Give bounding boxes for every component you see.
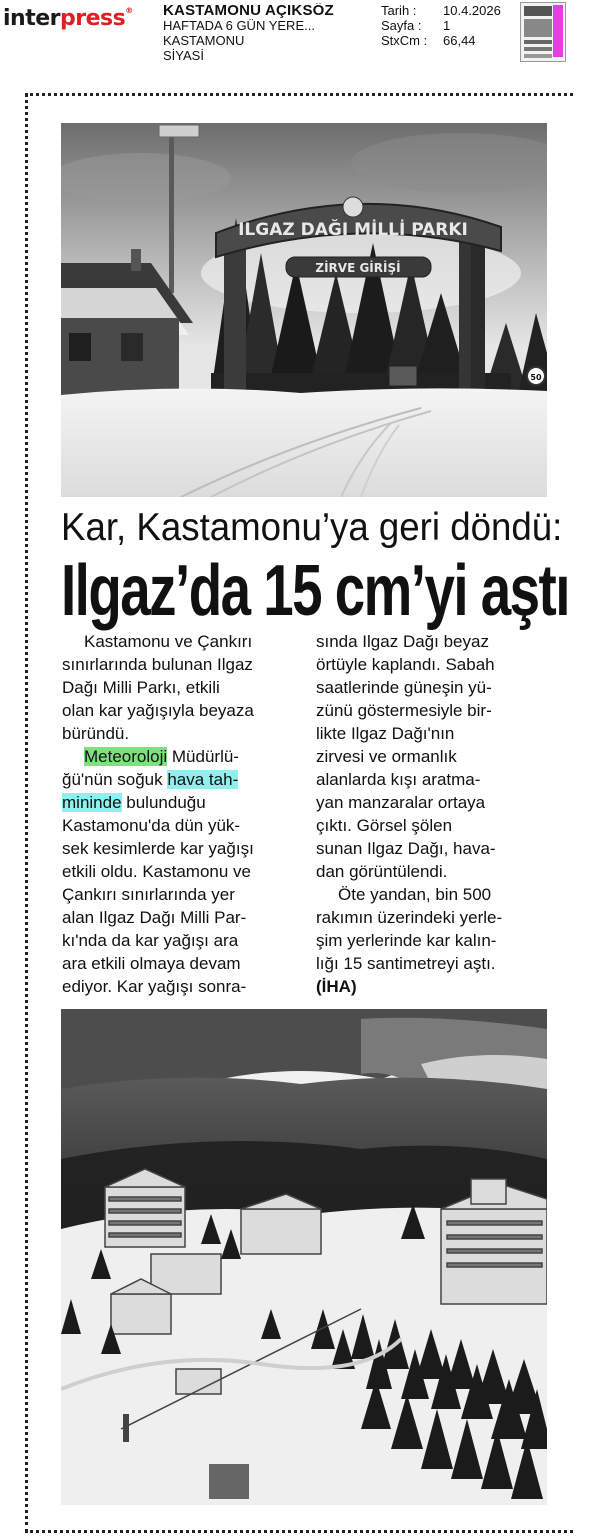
page-thumbnail-marker xyxy=(553,5,563,57)
article-text-line: büründü. xyxy=(62,724,130,743)
article-text-line: mininde bulunduğu xyxy=(62,793,206,812)
article-headline: Ilgaz’da 15 cm’yi aştı xyxy=(61,551,569,631)
article-text-line: ediyor. Kar yağışı sonra- xyxy=(62,977,247,996)
article-text-line: Çankırı sınırlarında yer xyxy=(62,885,235,904)
article-column-2 xyxy=(316,630,548,998)
speed-limit-sign-text: 50 xyxy=(530,373,542,382)
article-text-line: zirvesi ve ormanlık xyxy=(316,747,457,766)
stxcm-label: StxCm : xyxy=(381,33,428,48)
clipping-source-info xyxy=(163,3,373,63)
article-text-line: lığı 15 santimetreyi aştı. xyxy=(316,954,496,973)
article-kicker: Kar, Kastamonu’ya geri döndü: xyxy=(61,506,563,549)
article-text-line: Kastamonu'da dün yük- xyxy=(62,816,241,835)
article-text-line: sunan Ilgaz Dağı, hava- xyxy=(316,839,496,858)
stxcm-value: 66,44 xyxy=(443,33,476,48)
article-text-line: yan manzaralar ortaya xyxy=(316,793,486,812)
interpress-logo: interpress® xyxy=(3,6,133,31)
park-entrance-photo xyxy=(61,123,547,497)
article-text-line: sınırlarında bulunan Ilgaz xyxy=(62,655,253,674)
clipping-meta-info xyxy=(381,3,516,48)
article-text-line: şim yerlerinde kar kalın- xyxy=(316,931,497,950)
article-text-line: Dağı Milli Parkı, etkili xyxy=(62,678,220,697)
highlighted-keyword: mininde xyxy=(62,793,122,812)
article-text-line: ğü'nün soğuk hava tah- xyxy=(62,770,239,789)
park-sign-text: ILGAZ DAĞI MİLLİ PARKI xyxy=(238,220,468,240)
article-text-line: likte Ilgaz Dağı'nın xyxy=(316,724,455,743)
article-byline: (İHA) xyxy=(316,977,357,996)
article-text-line: alanlarda kışı aratma- xyxy=(316,770,481,789)
aerial-snow-photo xyxy=(61,1009,547,1505)
highlighted-keyword: Meteoroloji xyxy=(84,747,168,766)
article-text-line: Kastamonu ve Çankırı xyxy=(84,632,253,651)
article-text-line: saatlerinde güneşin yü- xyxy=(316,678,492,697)
article-text-line: dan görüntülendi. xyxy=(316,862,448,881)
article-text-line: ara etkili olmaya devam xyxy=(62,954,241,973)
article-text-line: sında Ilgaz Dağı beyaz xyxy=(316,632,489,651)
article-column-1 xyxy=(62,630,292,998)
article-text-line: alan Ilgaz Dağı Milli Par- xyxy=(62,908,247,927)
article-text-line: zünü göstermesiyle bir- xyxy=(316,701,492,720)
article-text-line: örtüyle kaplandı. Sabah xyxy=(316,655,495,674)
publication-name: KASTAMONU AÇIKSÖZ xyxy=(163,3,334,18)
page-label: Sayfa : xyxy=(381,18,422,33)
article-text-line: Meteoroloji Müdürlü- xyxy=(84,747,239,766)
page-thumbnail[interactable] xyxy=(520,2,566,62)
article-text-line: kı'nda da kar yağışı ara xyxy=(62,931,239,950)
summit-entrance-sign-text: ZİRVE GİRİŞİ xyxy=(315,261,401,275)
publication-city: KASTAMONU xyxy=(163,33,245,48)
date-label: Tarih : xyxy=(381,3,417,18)
article-text-line: etkili oldu. Kastamonu ve xyxy=(62,862,251,881)
article-text-line: sek kesimlerde kar yağışı xyxy=(62,839,254,858)
date-value: 10.4.2026 xyxy=(443,3,501,18)
publication-section: SİYASİ xyxy=(163,48,204,63)
article-text-line: rakımın üzerindeki yerle- xyxy=(316,908,503,927)
article-text-line: Öte yandan, bin 500 xyxy=(338,885,492,904)
article-text-line: çıktı. Görsel şölen xyxy=(316,816,453,835)
article-text-line: olan kar yağışıyla beyaza xyxy=(62,701,254,720)
highlighted-keyword: hava tah- xyxy=(167,770,239,789)
publication-frequency: HAFTADA 6 GÜN YERE... xyxy=(163,18,315,33)
page-value: 1 xyxy=(443,18,451,33)
